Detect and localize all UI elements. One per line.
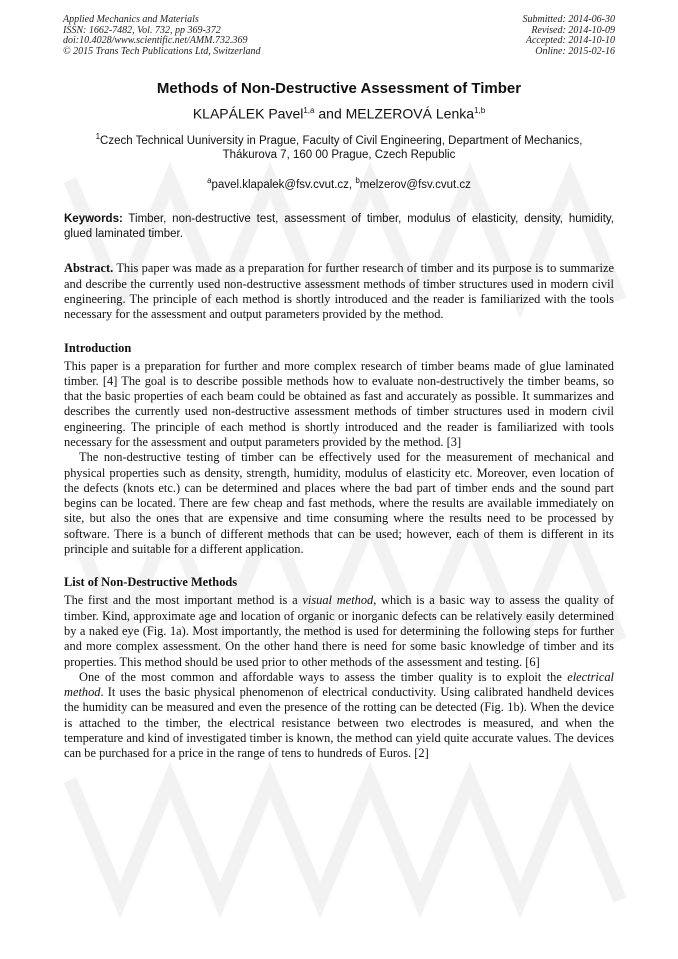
author-and: and	[314, 105, 346, 122]
author-line	[64, 101, 614, 124]
abstract-label: Abstract.	[64, 261, 114, 276]
date-online: Online: 2015-02-16	[535, 45, 615, 57]
author-2: MELZEROVÁ Lenka	[345, 105, 475, 122]
affiliation-line-1: Czech Technical Uuniversity in Prague, Faculty of Civil Engineering, Department of Mechanics,	[100, 134, 583, 147]
abstract	[64, 261, 614, 322]
introduction-heading: Introduction	[64, 340, 132, 355]
author-1-sup: 1,a	[303, 106, 315, 115]
affiliation-line-2: Thákurova 7, 160 00 Prague, Czech Republic	[222, 149, 456, 162]
methods-paragraph-2	[64, 670, 614, 762]
date-accepted: Accepted: 2014-10-10	[525, 35, 615, 46]
paper-title: Methods of Non-Destructive Assessment of Timber	[156, 80, 522, 97]
email-a-sup: a	[207, 176, 212, 186]
methods-heading: List of Non-Destructive Methods	[64, 575, 238, 590]
affiliation	[64, 129, 614, 164]
affiliation-sup: 1	[95, 131, 101, 141]
journal-info	[63, 15, 261, 57]
methods-paragraph-1	[64, 593, 614, 669]
keywords	[64, 212, 614, 242]
journal-name: Applied Mechanics and Materials	[63, 14, 199, 25]
abstract-text: This paper was made as a preparation for further research of timber and its purpose is to summarize and describe the currently used non-destructive assessment methods of timber structures used in modern civil engineering. The principle of each method is shortly introduced and the reader is familiarized with the tools necessary for the assessment and output parameters provided by the method.	[64, 261, 614, 322]
journal-issn: ISSN: 1662-7482, Vol. 732, pp 369-372	[63, 24, 221, 36]
introduction-paragraph-1: This paper is a preparation for further and more complex research of timber beams made of glue laminated timber. [4] The goal is to describe possible methods how to evaluate non-destructively the timber beams, so that the basic properties of each beam could be obtained as fast and accurately as possible. It summarizes and describes the currently used non-destructive assessment methods of timber structures used in modern civil engineering. The principle of each method is shortly introduced and the reader is familiarized with tools necessary for the assessment and output parameters provided by the method. [3]	[64, 358, 614, 449]
author-2-sup: 1,b	[474, 106, 486, 115]
author-emails	[64, 173, 614, 193]
keywords-text: Timber, non-destructive test, assessment of timber, modulus of elasticity, density, humidity, glued laminated timber.	[64, 213, 614, 241]
methods-p2-text-a: One of the most common and affordable ways to assess the timber quality is to exploit the	[79, 669, 568, 684]
keywords-label: Keywords:	[64, 213, 123, 226]
email-b: melzerov@fsv.cvut.cz	[359, 179, 471, 192]
email-b-sup: b	[355, 176, 360, 186]
methods-p2-text-b: . It uses the basic physical phenomenon of electrical conductivity. Using calibrated handheld devices the humidity can be measured and even the presence of the rotting can be detected (Fig. 1b). When the device is attached to the timber, the electrical resistance between two electrodes is measured, and when the temperature and kind of investigated timber is known, the method can yield quite accurate values. The devices can be purchased for a price in the range of tens to hundreds of Euros. [2]	[64, 685, 614, 761]
author-1: KLAPÁLEK Pavel	[192, 105, 304, 122]
methods-p1-text-b: , which is a basic way to assess the quality of timber. Kind, approximate age and location of organic or inorganic defects can be relatively easily determined by a naked eye (Fig. 1a). Most importantly, the method is used for determining the following steps for further and more complex assessment. On the other hand there is need for some basic knowledge of timber and its properties. This method should be used prior to other methods of the assessment and testing. [6]	[64, 593, 614, 669]
date-revised: Revised: 2014-10-09	[531, 24, 615, 36]
methods-p1-text-a: The first and the most important method is a	[64, 593, 303, 608]
journal-doi: doi:10.4028/www.scientific.net/AMM.732.369	[63, 35, 248, 46]
introduction-paragraph-2: The non-destructive testing of timber can be effectively used for the measurement of mechanical and physical properties such as density, strength, humidity, modulus of elasticity etc. Moreover, even location of the defects (knots etc.) can be determined and places where the bad part of timber ends and the sound part begins can be located. There are few cheap and fast methods, where the results are available immediately on site, but also the ones that are expensive and time consuming where the results need to be processed by software. There is a bunch of different methods that can be used; however, each of them is different in its principle and suitable for a different application.	[64, 450, 614, 557]
electrical-method-term: electrical method	[64, 669, 614, 700]
email-a: pavel.klapalek@fsv.cvut.cz,	[211, 179, 356, 192]
submission-dates	[523, 15, 616, 57]
article-content	[64, 79, 614, 762]
journal-copyright: © 2015 Trans Tech Publications Ltd, Switzerland	[63, 45, 261, 57]
date-submitted: Submitted: 2014-06-30	[522, 14, 615, 25]
visual-method-term: visual method	[302, 593, 374, 608]
